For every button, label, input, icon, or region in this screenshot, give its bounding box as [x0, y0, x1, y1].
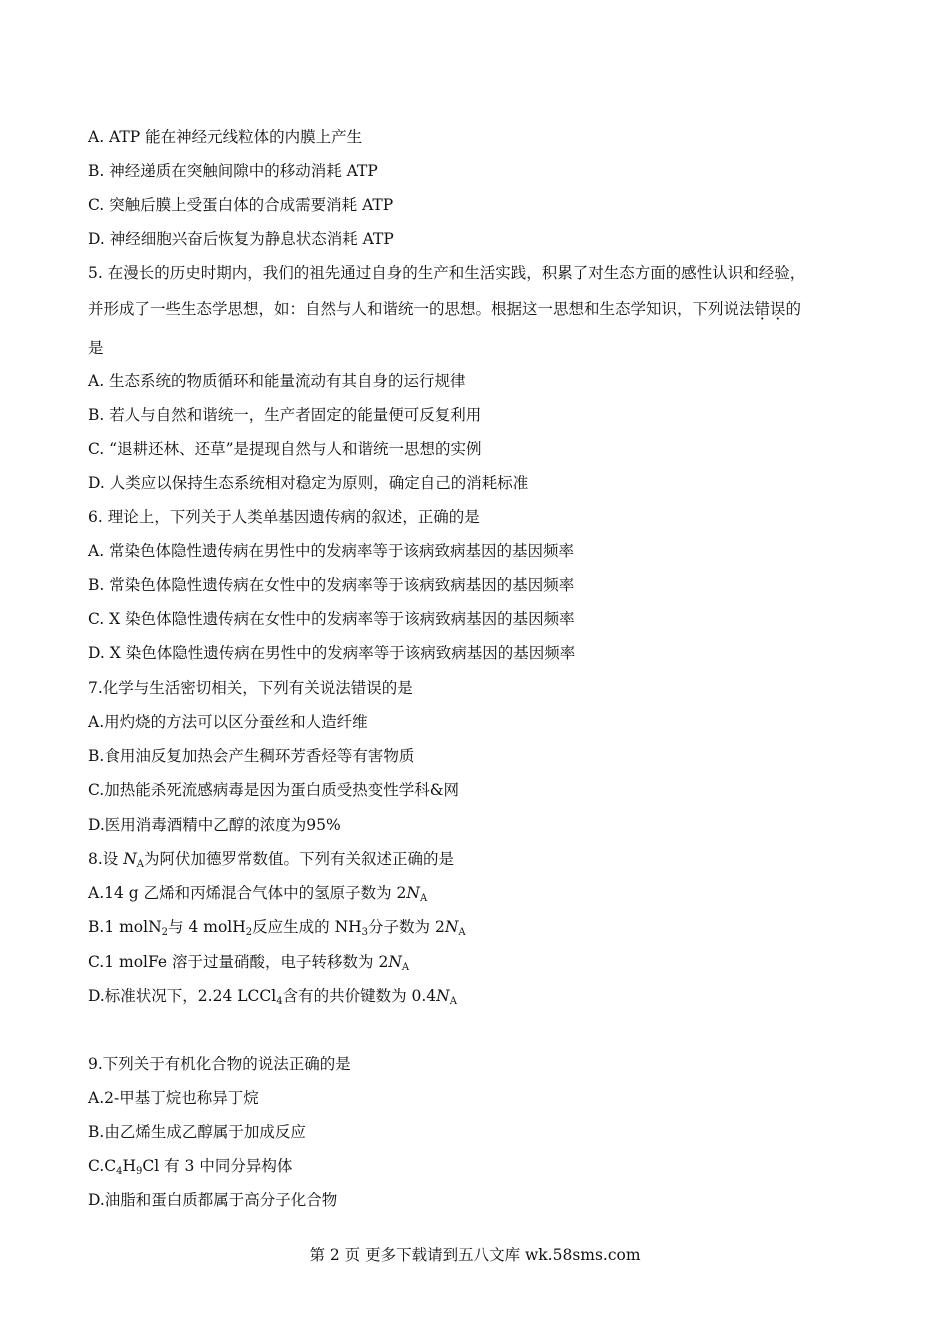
- emphasis-char-2: 误: [770, 300, 786, 318]
- subscript: 9: [136, 1166, 143, 1177]
- q7-stem: 7.化学与生活密切相关，下列有关说法错误的是: [88, 679, 413, 697]
- q8-option-a-text: A.14 g 乙烯和丙烯混合气体中的氢原子数为 2: [88, 884, 407, 902]
- q4-option-c: C. 突触后膜上受蛋白体的合成需要消耗 ATP: [88, 196, 394, 214]
- q5-option-d: D. 人类应以保持生态系统相对稳定为原则，确定自己的消耗标准: [88, 474, 529, 492]
- q8-option-b-text: 与 4 molH: [168, 918, 246, 936]
- subscript: 2: [245, 927, 253, 938]
- subscript: 3: [361, 927, 369, 938]
- q9-option-a: A.2-甲基丁烷也称异丁烷: [88, 1089, 259, 1107]
- q6-option-a: A. 常染色体隐性遗传病在男性中的发病率等于该病致病基因的基因频率: [88, 542, 575, 560]
- na-symbol: N: [123, 850, 137, 868]
- q4-option-d: D. 神经细胞兴奋后恢复为静息状态消耗 ATP: [88, 230, 394, 248]
- q7-option-d: D.医用消毒酒精中乙醇的浓度为95%: [88, 816, 341, 834]
- q9-option-c: [88, 1155, 292, 1183]
- q9-option-c-text: C.C: [88, 1157, 117, 1175]
- q7-option-b: B.食用油反复加热会产生稠环芳香烃等有害物质: [88, 747, 415, 765]
- na-symbol: N: [444, 918, 459, 936]
- q5-stem-line2-text: 并形成了一些生态学思想，如：自然与人和谐统一的思想。根据这一思想和生态学知识，下列说法: [88, 300, 755, 318]
- q9-option-c-text: H: [122, 1157, 136, 1175]
- q6-option-c: C. X 染色体隐性遗传病在女性中的发病率等于该病致病基因的基因频率: [88, 610, 575, 628]
- q8-option-c: [88, 951, 409, 979]
- q4-option-a: A. ATP 能在神经元线粒体的内膜上产生: [88, 128, 363, 146]
- na-subscript: A: [458, 927, 466, 938]
- q7-option-a: A.用灼烧的方法可以区分蚕丝和人造纤维: [88, 713, 368, 731]
- q4-option-b: B. 神经递质在突触间隙中的移动消耗 ATP: [88, 162, 378, 180]
- q8-option-c-text: C.1 molFe 溶于过量硝酸，电子转移数为 2: [88, 953, 389, 971]
- subscript: 4: [116, 1166, 123, 1177]
- na-subscript: A: [401, 962, 410, 973]
- q5-option-a: A. 生态系统的物质循环和能量流动有其自身的运行规律: [88, 372, 466, 390]
- na-symbol: N: [388, 953, 402, 971]
- q6-option-b: B. 常染色体隐性遗传病在女性中的发病率等于该病致病基因的基因频率: [88, 576, 575, 594]
- q5-stem-line1: 5. 在漫长的历史时期内，我们的祖先通过自身的生产和生活实践，积累了对生态方面的感性认识和经验，: [88, 264, 806, 282]
- q5-option-b: B. 若人与自然和谐统一，生产者固定的能量便可反复利用: [88, 406, 482, 424]
- subscript: 4: [276, 996, 283, 1007]
- q7-option-c: C.加热能杀死流感病毒是因为蛋白质受热变性学科&网: [88, 781, 460, 799]
- q8-stem-text: 为阿伏加德罗常数值。下列有关叙述正确的是: [144, 850, 455, 868]
- na-symbol: N: [436, 987, 450, 1005]
- q9-option-c-text: Cl 有 3 中同分异构体: [142, 1157, 293, 1175]
- q8-option-d: [88, 985, 457, 1013]
- q5-option-c: C. “退耕还林、还草”是提现自然与人和谐统一思想的实例: [88, 440, 482, 458]
- q8-option-d-text: D.标准状况下，2.24 LCCl: [88, 987, 277, 1005]
- q8-option-b-text: 分子数为 2: [368, 918, 445, 936]
- q8-option-b-text: B.1 molN: [88, 918, 162, 936]
- subscript: 2: [161, 927, 169, 938]
- na-subscript: A: [449, 996, 457, 1007]
- emphasis-char-1: 错: [754, 300, 771, 318]
- q8-stem-prefix: 8.设: [88, 850, 124, 868]
- q8-stem: [88, 848, 454, 876]
- q8-option-b-text: 反应生成的 NH: [252, 918, 362, 936]
- q6-stem: 6. 理论上，下列关于人类单基因遗传病的叙述，正确的是: [88, 508, 480, 526]
- q9-stem: 9.下列关于有机化合物的说法正确的是: [88, 1055, 351, 1073]
- q9-option-d: D.油脂和蛋白质都属于高分子化合物: [88, 1191, 338, 1209]
- na-subscript: A: [419, 893, 428, 904]
- q6-option-d: D. X 染色体隐性遗传病在男性中的发病率等于该病致病基因的基因频率: [88, 644, 576, 662]
- q5-stem-line3: 是: [88, 339, 104, 357]
- q5-stem-line2: [88, 298, 801, 320]
- q5-stem-line2-end: 的: [785, 300, 802, 318]
- q8-option-d-text: 含有的共价键数为 0.4: [282, 987, 437, 1005]
- page-footer: 第 2 页 更多下载请到五八文库 wk.58sms.com: [309, 1246, 641, 1264]
- na-subscript: A: [136, 859, 145, 870]
- q8-option-b: [88, 916, 466, 944]
- q8-option-a: [88, 882, 427, 910]
- q9-option-b: B.由乙烯生成乙醇属于加成反应: [88, 1123, 306, 1141]
- na-symbol: N: [406, 884, 420, 902]
